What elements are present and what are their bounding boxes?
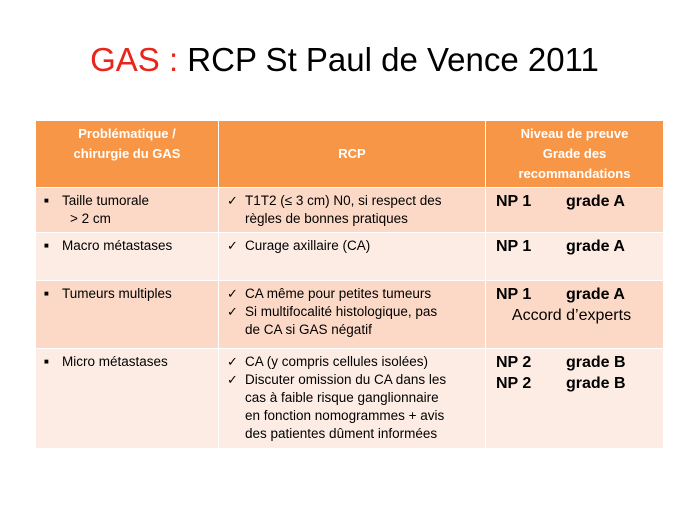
checkmark-icon: ✓ (227, 286, 238, 301)
rcp-cell: ✓ Curage axillaire (CA) (219, 233, 486, 281)
expert-agreement: Accord d’experts (511, 307, 632, 324)
problem-cell: ■ Micro métastases (36, 349, 219, 449)
level-cell: NP 2 grade B NP 2 grade B (486, 349, 664, 449)
table-row (36, 188, 664, 233)
header-rcp: RCP (219, 121, 486, 188)
level-cell: NP 1 grade A (486, 188, 664, 233)
problem-cell: ■ Macro métastases (36, 233, 219, 281)
checkmark-icon: ✓ (227, 193, 238, 208)
square-bullet-icon: ■ (44, 289, 49, 298)
problem-cell: ■ Tumeurs multiples (36, 281, 219, 349)
problem-cell: ■ Taille tumorale > 2 cm (36, 188, 219, 233)
level-cell: NP 1 grade A Accord d’experts (486, 281, 664, 349)
square-bullet-icon: ■ (44, 357, 49, 366)
header-problem: Problématique / chirurgie du GAS (36, 121, 219, 188)
level-cell: NP 1 grade A (486, 233, 664, 281)
title-accent: GAS : (90, 41, 179, 78)
checkmark-icon: ✓ (227, 238, 238, 253)
rcp-cell: ✓ T1T2 (≤ 3 cm) N0, si respect des règles de bonnes pratiques (219, 188, 486, 233)
table-row (36, 233, 664, 281)
recommendations-table (35, 120, 664, 449)
table-row (36, 349, 664, 449)
slide-title (0, 40, 689, 80)
table-header-row (36, 121, 664, 188)
checkmark-icon: ✓ (227, 304, 238, 319)
rcp-cell: ✓ CA même pour petites tumeurs ✓ Si multifocalité histologique, pas de CA si GAS négatif (219, 281, 486, 349)
table-row (36, 281, 664, 349)
checkmark-icon: ✓ (227, 354, 238, 369)
header-level: Niveau de preuve Grade des recommandations (486, 121, 664, 188)
square-bullet-icon: ■ (44, 196, 49, 205)
title-rest: RCP St Paul de Vence 2011 (178, 41, 599, 78)
checkmark-icon: ✓ (227, 372, 238, 387)
square-bullet-icon: ■ (44, 241, 49, 250)
rcp-cell: ✓ CA (y compris cellules isolées) ✓ Discuter omission du CA dans les cas à faible risque ganglionnaire en fonction nomogrammes + avis des patientes dûment informées (219, 349, 486, 449)
